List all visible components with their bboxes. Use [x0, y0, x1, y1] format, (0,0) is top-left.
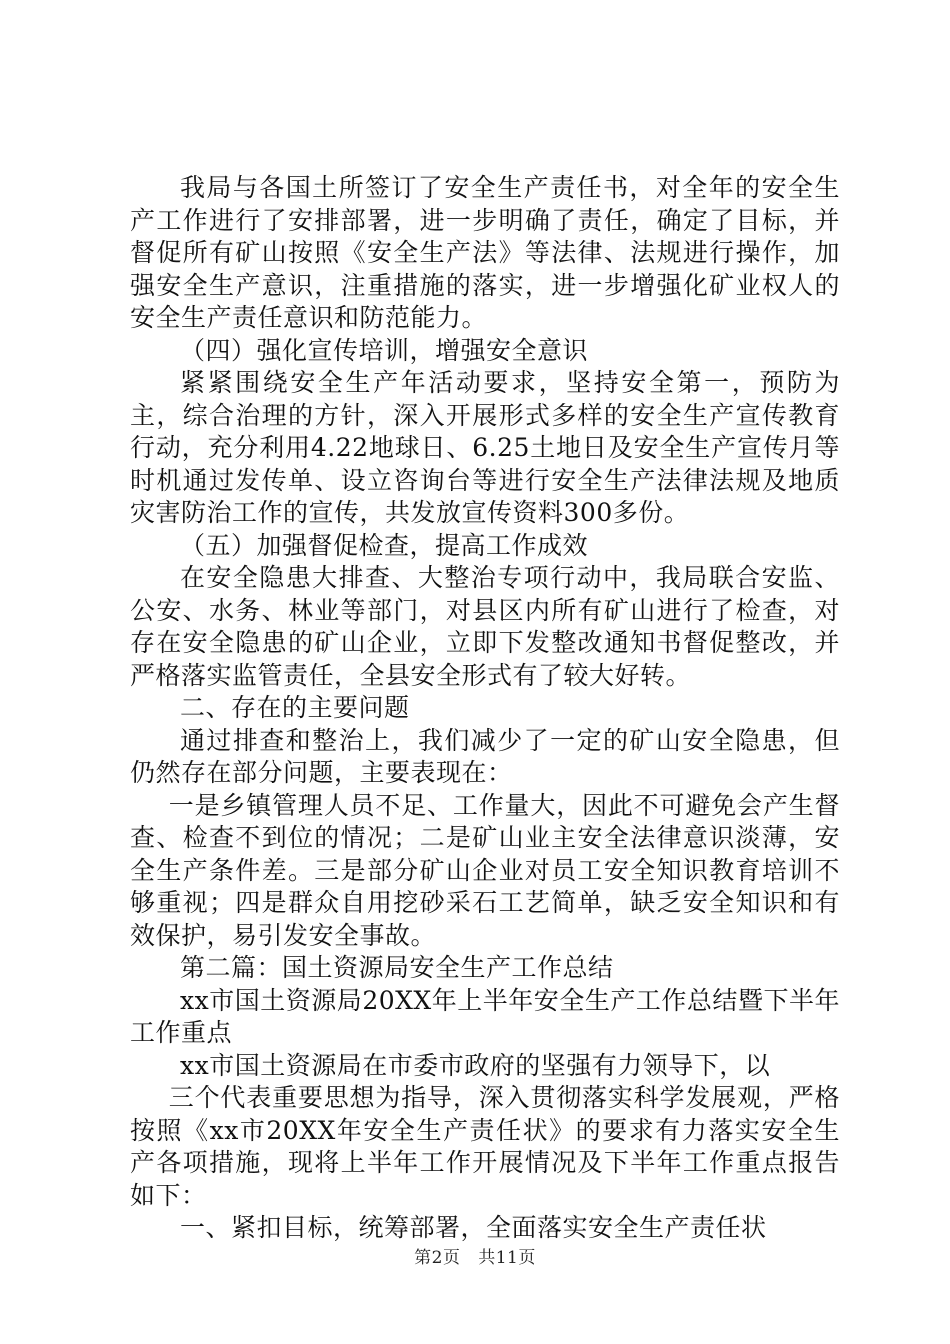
heading-main-problems: 二、存在的主要问题: [180, 693, 410, 722]
heading-supervision-inspection: （五）加强督促检查，提高工作成效: [180, 530, 589, 560]
paragraph-report-title: xx市国土资源局20XX年上半年安全生产工作总结暨下半年工作重点: [130, 985, 840, 1047]
paragraph-responsibility: 我局与各国土所签订了安全生产责任书，对全年的安全生产工作进行了安排部署，进一步明确了责任，确定了目标，并督促所有矿山按照《安全生产法》等法律、法规进行操作，加强安全生产意识，注重措施的落实，进一步增强化矿业权人的安全生产责任意识和防范能力。: [130, 173, 840, 332]
page-total: 共11页: [478, 1248, 536, 1268]
heading-publicity-training: （四）强化宣传培训，增强安全意识: [180, 335, 589, 365]
page-footer: [0, 1243, 950, 1268]
paragraph-problems-intro: 通过排查和整治上，我们减少了一定的矿山安全隐患，但仍然存在部分问题，主要表现在：: [130, 725, 840, 787]
page-number: 第2页: [414, 1248, 461, 1268]
heading-section-one: 一、紧扣目标，统筹部署，全面落实安全生产责任状: [180, 1213, 767, 1242]
document-body: [130, 172, 840, 1245]
heading-part-two: 第二篇：国土资源局安全生产工作总结: [180, 953, 614, 982]
paragraph-publicity: 紧紧围绕安全生产年活动要求，坚持安全第一，预防为主，综合治理的方针，深入开展形式多样的安全生产宣传教育行动，充分利用4.22地球日、6.25土地日及安全生产宣传月等时机通过发传单、设立咨询台等进行安全生产法律法规及地质灾害防治工作的宣传，共发放宣传资料300多份。: [130, 368, 840, 527]
paragraph-report-lead: xx市国土资源局在市委市政府的坚强有力领导下，以: [180, 1050, 771, 1080]
paragraph-report-body: 三个代表重要思想为指导，深入贯彻落实科学发展观，严格按照《xx市20XX年安全生产责任状》的要求有力落实安全生产各项措施，现将上半年工作开展情况及下半年工作重点报告如下：: [130, 1083, 840, 1210]
paragraph-inspection: 在安全隐患大排查、大整治专项行动中，我局联合安监、公安、水务、林业等部门，对县区内所有矿山进行了检查，对存在安全隐患的矿山企业，立即下发整改通知书督促整改，并严格落实监管责任，全县安全形式有了较大好转。: [130, 563, 840, 690]
paragraph-problems-list: 一是乡镇管理人员不足、工作量大，因此不可避免会产生督查、检查不到位的情况；二是矿山业主安全法律意识淡薄，安全生产条件差。三是部分矿山企业对员工安全知识教育培训不够重视；四是群众自用挖砂采石工艺简单，缺乏安全知识和有效保护，易引发安全事故。: [130, 790, 840, 950]
